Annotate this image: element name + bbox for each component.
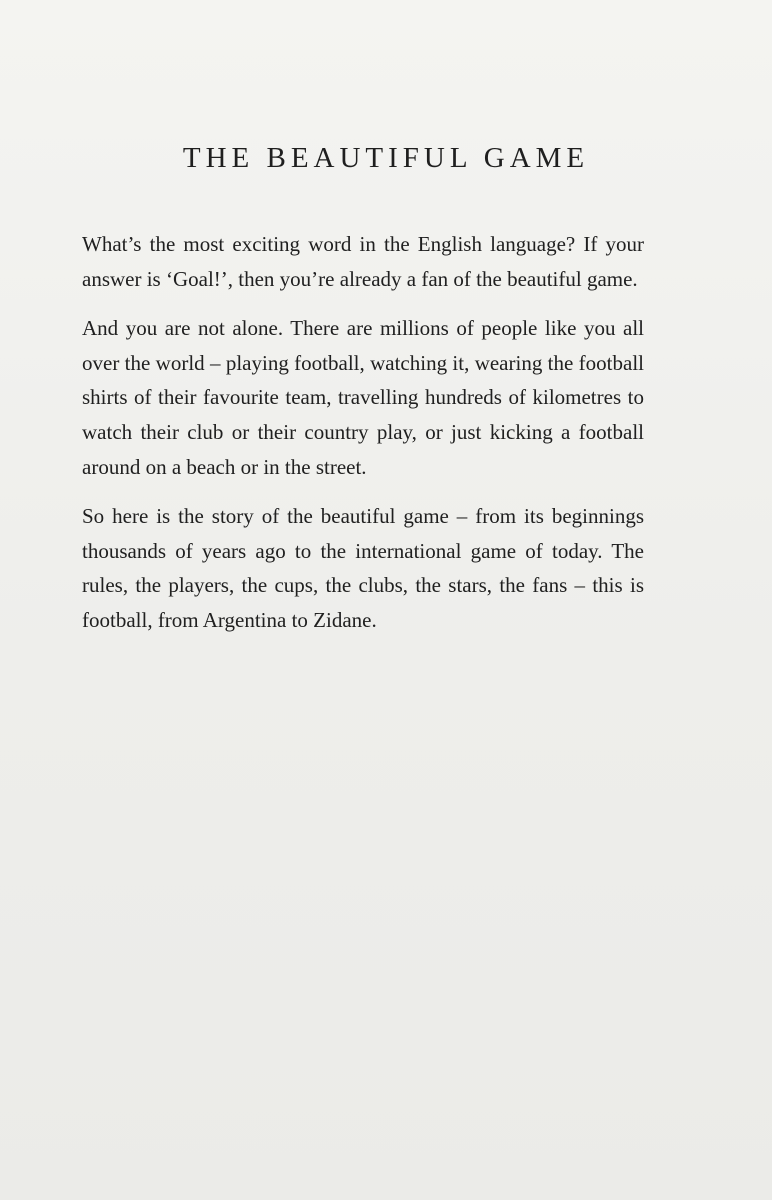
chapter-title: THE BEAUTIFUL GAME <box>182 142 590 174</box>
paragraph-2: And you are not alone. There are millions of people like you all over the world – playing football, watching it, wearing the football shirts of their favourite team, travelling hundreds of kilometres to watch their club or their country play, or just kicking a football around on a beach or in the street. <box>82 316 644 479</box>
paragraph-1: What’s the most exciting word in the English language? If your answer is ‘Goal!’, then you’re already a fan of the beautiful game. <box>82 232 644 291</box>
body-text <box>82 227 644 653</box>
paragraph-3: So here is the story of the beautiful game – from its beginnings thousands of years ago to the international game of today. The rules, the players, the cups, the clubs, the stars, the fans – this is football, from Argentina to Zidane. <box>82 504 644 632</box>
